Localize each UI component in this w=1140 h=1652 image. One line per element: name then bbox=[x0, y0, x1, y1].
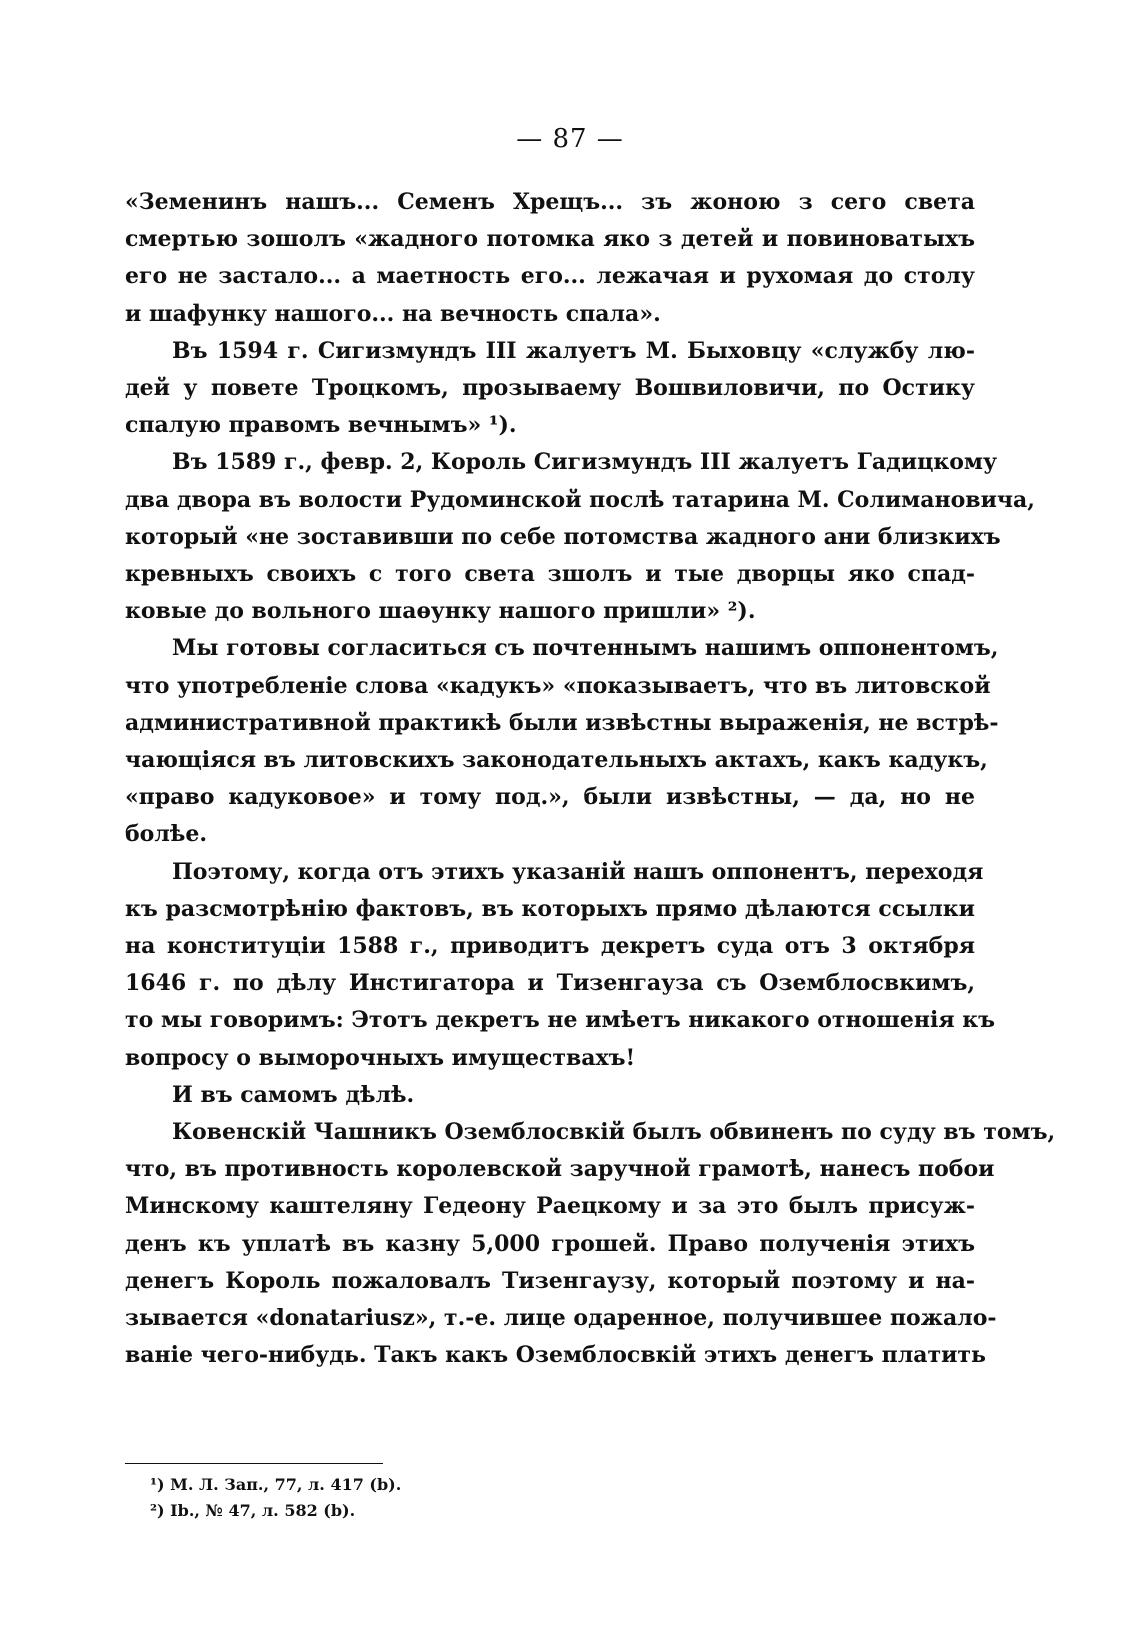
text-line: что употребленіе слова «кадукъ» «показываетъ, что въ литовской bbox=[125, 672, 991, 699]
text-line: что, въ противность королевской заручной грамотѣ, нанесъ побои bbox=[125, 1156, 995, 1183]
text-line: то мы говоримъ: Этотъ декретъ не имѣетъ никакого отношенія къ bbox=[125, 1007, 996, 1034]
page-body bbox=[125, 184, 1056, 1375]
text-line: зывается «donatariusz», т.-е. лице одаренное, получившее пожало- bbox=[125, 1305, 997, 1332]
text-line: Въ 1594 г. Сигизмундъ III жалуетъ М. Быховцу «службу лю- bbox=[172, 337, 975, 364]
text-line: два двора въ волости Рудоминской послѣ татарина М. Солимановича, bbox=[125, 486, 1035, 513]
text-line: денегъ Король пожаловалъ Тизенгаузу, который поэтому и на- bbox=[125, 1267, 975, 1294]
footnote-divider bbox=[125, 1463, 383, 1464]
footnote-2: ²) Ib., № 47, л. 582 (b). bbox=[150, 1501, 356, 1520]
text-line: который «не зоставивши по себе потомства жадного ани близкихъ bbox=[125, 523, 1001, 550]
text-line: къ разсмотрѣнію фактовъ, въ которыхъ прямо дѣлаются ссылки bbox=[125, 895, 975, 922]
text-line: Въ 1589 г., февр. 2, Король Сигизмундъ III жалуетъ Гадицкому bbox=[172, 449, 998, 476]
text-line: Мы готовы согласиться съ почтеннымъ нашимъ оппонентомъ, bbox=[172, 635, 999, 662]
text-line: Поэтому, когда отъ этихъ указаній нашъ оппонентъ, переходя bbox=[172, 858, 984, 885]
text-line: Минскому каштеляну Гедеону Раецкому и за это былъ присуж- bbox=[125, 1193, 975, 1220]
text-line: дей у повете Троцкомъ, прозываему Вошвиловичи, по Остику bbox=[125, 375, 975, 402]
text-line: И въ самомъ дѣлѣ. bbox=[172, 1081, 415, 1108]
text-line: болѣе. bbox=[125, 821, 207, 848]
text-line: и шафунку нашого... на вечность спала». bbox=[125, 300, 661, 327]
text-line: на конституціи 1588 г., приводитъ декретъ суда отъ 3 октября bbox=[125, 933, 975, 960]
text-line: «право кадуковое» и тому под.», были извѣстны, — да, но не bbox=[125, 784, 975, 811]
footnote-1: ¹) М. Л. Зап., 77, л. 417 (b). bbox=[150, 1475, 402, 1494]
text-line: чающіяся въ литовскихъ законодательныхъ актахъ, какъ кадукъ, bbox=[125, 747, 988, 774]
text-line: денъ къ уплатѣ въ казну 5,000 грошей. Право полученія этихъ bbox=[125, 1230, 975, 1257]
text-line: кревныхъ своихъ с того света зшолъ и тые дворцы яко спад- bbox=[125, 561, 975, 588]
text-line: Ковенскій Чашникъ Оземблосвкій былъ обвиненъ по суду въ томъ, bbox=[172, 1119, 1056, 1146]
footnotes bbox=[150, 1472, 401, 1524]
page-number: — 87 — bbox=[516, 124, 624, 154]
text-line: его не застало... а маетность его... лежачая и рухомая до столу bbox=[125, 263, 975, 290]
text-line: 1646 г. по дѣлу Инстигатора и Тизенгауза съ Оземблосвкимъ, bbox=[125, 970, 975, 997]
text-line: административной практикѣ были извѣстны выраженія, не встрѣ- bbox=[125, 709, 999, 736]
text-line: «Земенинъ нашъ... Семенъ Хрещъ... зъ жоною з сего света bbox=[125, 189, 975, 215]
text-line: ваніе чего-нибудь. Такъ какъ Оземблосвкій этихъ денегъ платить bbox=[125, 1342, 986, 1369]
text-line: смертью зошолъ «жадного потомка яко з детей и повиноватыхъ bbox=[125, 226, 975, 253]
text-line: спалую правомъ вечнымъ» ¹). bbox=[125, 412, 517, 439]
text-line: вопросу о выморочныхъ имуществахъ! bbox=[125, 1044, 636, 1071]
text-line: ковые до вольного шаѳунку нашого пришли» ²). bbox=[125, 598, 756, 625]
